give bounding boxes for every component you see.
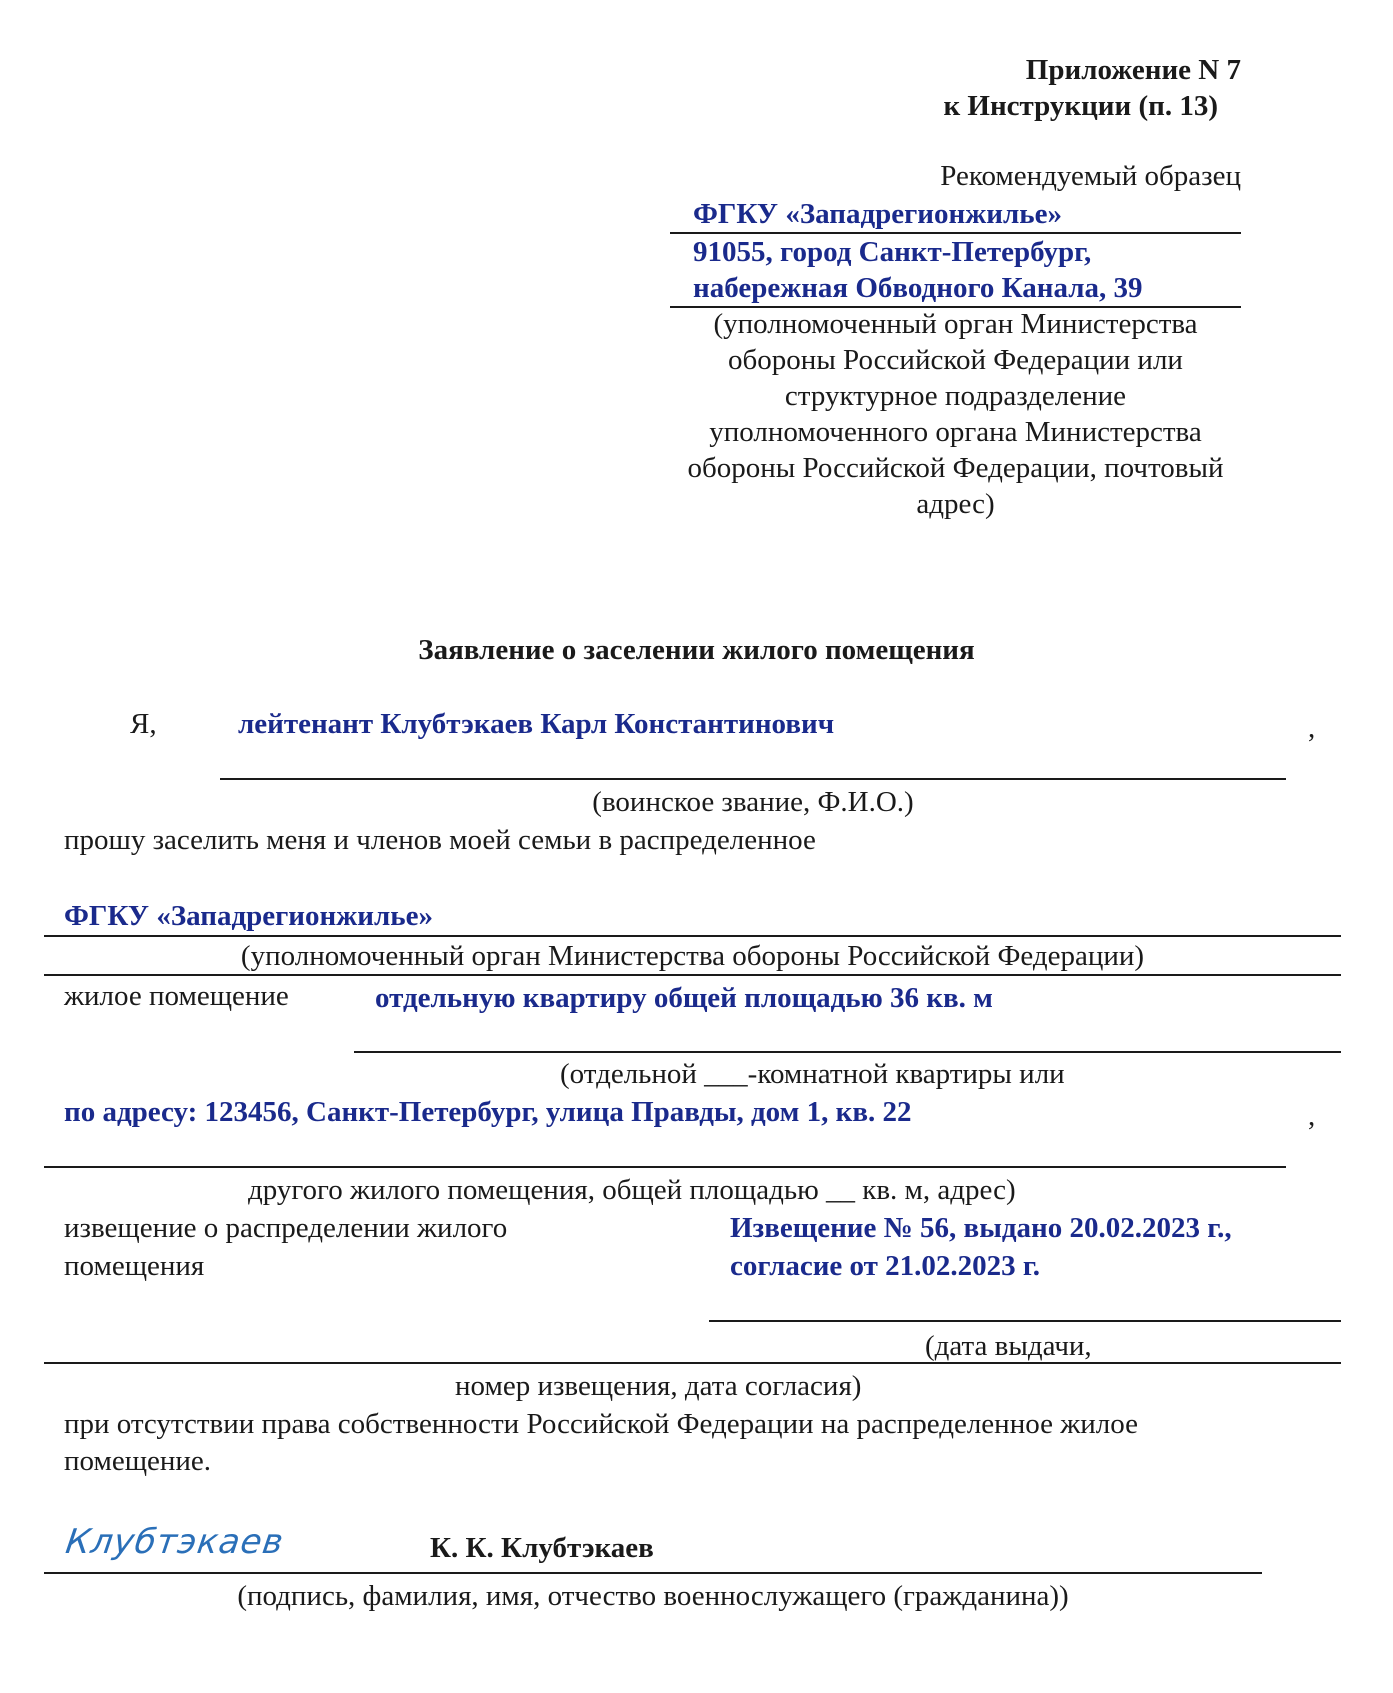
appendix-number: Приложение N 7 (1025, 54, 1241, 86)
premises-underline (354, 1051, 1341, 1053)
notice-field-line2[interactable]: согласие от 21.02.2023 г. (730, 1250, 1041, 1282)
authority-caption: (уполномоченный орган Министерства обороны Российской Федерации) (240, 940, 1145, 972)
addressee-caption-line: обороны Российской Федерации, почтовый (687, 452, 1224, 484)
ownership-text-line1: при отсутствии права собственности Российской Федерации на распределенное жилое (64, 1408, 1138, 1440)
notice-label-line1: извещение о распределении жилого (64, 1212, 508, 1244)
addressee-address-line2[interactable]: набережная Обводного Канала, 39 (693, 272, 1143, 304)
authority-underline (44, 935, 1341, 937)
addressee-address-line1[interactable]: 91055, город Санкт-Петербург, (693, 236, 1092, 268)
premises-label: жилое помещение (64, 980, 289, 1012)
addressee-caption-line: адрес) (916, 488, 995, 520)
sample-note: Рекомендуемый образец (940, 160, 1241, 192)
addressee-caption-line: структурное подразделение (784, 380, 1127, 412)
addressee-org-name[interactable]: ФГКУ «Западрегионжилье» (693, 198, 1062, 230)
notice-caption-rule (44, 1362, 1341, 1364)
notice-caption1: (дата выдачи, (925, 1330, 1092, 1362)
signatory-name: К. К. Клубтэкаев (430, 1532, 654, 1564)
premises-address-underline (44, 1166, 1286, 1168)
ownership-text-line2: помещение. (64, 1445, 212, 1477)
applicant-underline (220, 778, 1286, 780)
handwritten-signature: Клубтэкаев (63, 1522, 287, 1562)
addressee-caption-line: уполномоченного органа Министерства (709, 416, 1202, 448)
notice-underline (709, 1320, 1341, 1322)
applicant-comma: , (1308, 712, 1316, 744)
premises-address-comma: , (1308, 1100, 1316, 1132)
addressee-caption-line: (уполномоченный орган Министерства (713, 308, 1198, 340)
applicant-prefix: Я, (130, 708, 157, 740)
premises-caption2: другого жилого помещения, общей площадью __ кв. м, адрес) (248, 1174, 1016, 1206)
applicant-name-field[interactable]: лейтенант Клубтэкаев Карл Константинович (238, 708, 835, 740)
authority-caption-rule (44, 974, 1341, 976)
addressee-caption-line: обороны Российской Федерации или (728, 344, 1183, 376)
request-text: прошу заселить меня и членов моей семьи в распределенное (64, 824, 816, 856)
signature-underline (44, 1572, 1262, 1574)
signature-caption: (подпись, фамилия, имя, отчество военнослужащего (гражданина)) (237, 1580, 1069, 1612)
notice-caption2: номер извещения, дата согласия) (455, 1370, 862, 1402)
premises-field[interactable]: отдельную квартиру общей площадью 36 кв. м (375, 982, 993, 1014)
applicant-caption: (воинское звание, Ф.И.О.) (592, 786, 914, 818)
authority-field[interactable]: ФГКУ «Западрегионжилье» (64, 900, 433, 932)
premises-address-field[interactable]: по адресу: 123456, Санкт-Петербург, улица Правды, дом 1, кв. 22 (64, 1096, 912, 1128)
notice-label-line2: помещения (64, 1250, 205, 1282)
instruction-reference: к Инструкции (п. 13) (943, 90, 1218, 122)
notice-field-line1[interactable]: Извещение № 56, выдано 20.02.2023 г., (730, 1212, 1232, 1244)
premises-caption1: (отдельной ___-комнатной квартиры или (560, 1058, 1065, 1090)
document-title: Заявление о заселении жилого помещения (418, 634, 975, 666)
